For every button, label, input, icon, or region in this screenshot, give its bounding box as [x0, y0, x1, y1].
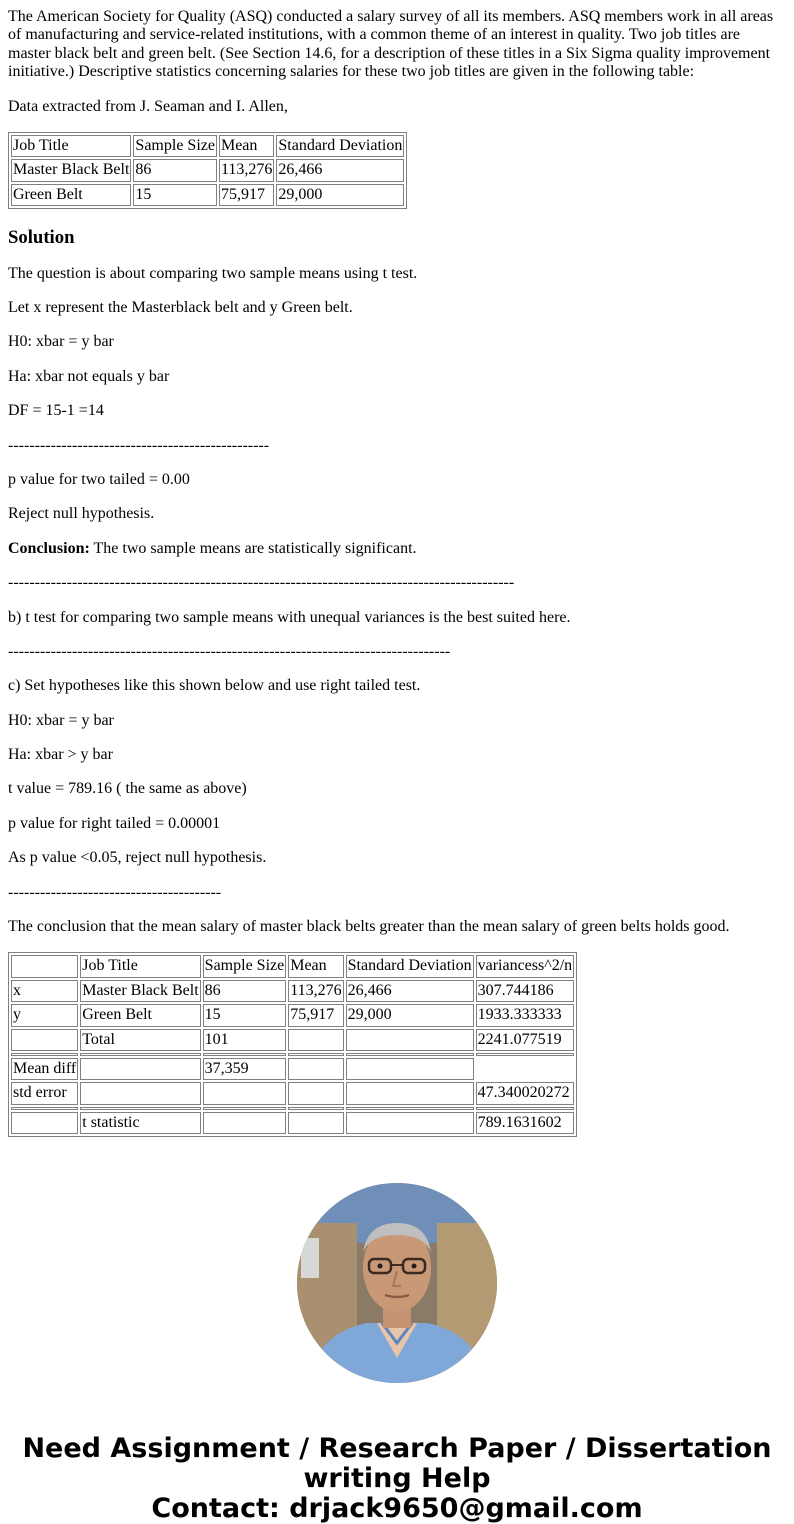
header-cell: Job Title [80, 955, 200, 977]
header-cell [11, 955, 78, 977]
table-row-empty [11, 1107, 574, 1110]
header-cell: Mean [219, 135, 274, 157]
table-cell: 29,000 [346, 1004, 474, 1026]
table-cell [346, 1112, 474, 1134]
table-cell: 101 [203, 1029, 287, 1051]
table-cell [11, 1112, 78, 1134]
table-cell [11, 1053, 78, 1056]
table-cell [203, 1053, 287, 1056]
separator-line: ------------------------------------------------- [8, 436, 270, 454]
conclusion-label: Conclusion: [8, 539, 90, 557]
table-cell [288, 1058, 343, 1080]
table-cell [203, 1112, 287, 1134]
table-row [11, 159, 404, 181]
text-line: p value for two tailed = 0.00 [8, 470, 190, 488]
header-cell: Job Title [11, 135, 131, 157]
table-cell: Mean diff [11, 1058, 78, 1080]
avatar [297, 1183, 497, 1383]
table-row [11, 1112, 574, 1134]
conclusion-text: The two sample means are statistically significant. [89, 539, 417, 557]
text-line: t value = 789.16 ( the same as above) [8, 780, 247, 798]
header-cell: Standard Deviation [276, 135, 404, 157]
calculation-table [8, 952, 577, 1137]
table-cell: 2241.077519 [476, 1029, 575, 1051]
table-cell: Master Black Belt [80, 980, 200, 1002]
table-cell [346, 1082, 474, 1104]
table-cell [288, 1107, 343, 1110]
table-cell: Master Black Belt [11, 159, 131, 181]
table-row [11, 980, 574, 1002]
table-row [11, 184, 404, 206]
table-cell: 75,917 [288, 1004, 343, 1026]
calculation-table-header [11, 955, 574, 977]
text-line: Ha: xbar not equals y bar [8, 367, 170, 385]
table-cell [346, 1053, 474, 1056]
header-cell: Standard Deviation [346, 955, 474, 977]
header-cell: Mean [288, 955, 343, 977]
table-cell: 1933.333333 [476, 1004, 575, 1026]
table-cell [203, 1082, 287, 1104]
text-line: DF = 15-1 =14 [8, 402, 104, 420]
table-row [11, 1004, 574, 1026]
text-line: H0: xbar = y bar [8, 711, 114, 729]
text-line: H0: xbar = y bar [8, 333, 114, 351]
text-line: c) Set hypotheses like this shown below and use right tailed test. [8, 677, 421, 695]
salary-table-header [11, 135, 404, 157]
table-cell: 307.744186 [476, 980, 575, 1002]
text-line: The question is about comparing two sample means using t test. [8, 264, 418, 282]
table-row [11, 1082, 574, 1104]
separator-line: ----------------------------------------------------------------------------------- [8, 642, 451, 660]
contact-banner [0, 1434, 794, 1524]
table-cell [288, 1053, 343, 1056]
salary-table [8, 132, 407, 209]
table-cell: x [11, 980, 78, 1002]
table-cell: t statistic [80, 1112, 200, 1134]
table-cell [476, 1053, 575, 1056]
table-cell [80, 1053, 200, 1056]
text-line: p value for right tailed = 0.00001 [8, 814, 221, 832]
table-cell: Total [80, 1029, 200, 1051]
table-cell: 86 [203, 980, 287, 1002]
separator-line: ---------------------------------------- [8, 883, 222, 901]
table-row-empty [11, 1053, 574, 1056]
contact-email: Contact: drjack9650@gmail.com [151, 1493, 643, 1524]
table-cell: 789.1631602 [476, 1112, 575, 1134]
table-row [11, 1058, 574, 1080]
intro-paragraph: The American Society for Quality (ASQ) conducted a salary survey of all its members. ASQ members work in all areas of manufacturing and service-related institutions, with a common theme of an interest in quality. Two job titles are master black belt and green belt. (See Section 14.6, for a description of these titles in a Six Sigma quality improvement initiative.) Descriptive statistics concerning salaries for these two job titles are given in the following table: [8, 8, 774, 81]
author-photo [297, 1183, 497, 1383]
conclusion-line [8, 540, 786, 558]
text-line: As p value <0.05, reject null hypothesis. [8, 849, 267, 867]
table-cell [346, 1058, 474, 1080]
table-cell [346, 1029, 474, 1051]
header-cell: Sample Size [203, 955, 287, 977]
table-cell: Green Belt [80, 1004, 200, 1026]
separator-line: ----------------------------------------------------------------------------------------------- [8, 574, 515, 592]
table-cell [11, 1107, 78, 1110]
table-cell [476, 1107, 575, 1110]
banner-line: Need Assignment / Research Paper / Dissertation [22, 1433, 772, 1465]
banner-line: writing Help [303, 1463, 491, 1495]
table-cell [288, 1112, 343, 1134]
table-cell [80, 1058, 200, 1080]
table-cell: Green Belt [11, 184, 131, 206]
table-cell [80, 1107, 200, 1110]
header-cell: variancess^2/n [476, 955, 575, 977]
text-line: Reject null hypothesis. [8, 505, 155, 523]
table-cell: 26,466 [346, 980, 474, 1002]
table-cell: 15 [203, 1004, 287, 1026]
table-cell: 15 [133, 184, 217, 206]
table-cell: y [11, 1004, 78, 1026]
text-line: Ha: xbar > y bar [8, 746, 113, 764]
table-cell [288, 1029, 343, 1051]
table-cell: 75,917 [219, 184, 274, 206]
solution-heading: Solution [8, 227, 75, 249]
table-row [11, 1029, 574, 1051]
portrait-illustration [297, 1183, 497, 1383]
table-cell: std error [11, 1082, 78, 1104]
table-cell: 29,000 [276, 184, 404, 206]
table-cell: 113,276 [219, 159, 274, 181]
table-cell [11, 1029, 78, 1051]
table-cell: 86 [133, 159, 217, 181]
table-cell: 37,359 [203, 1058, 287, 1080]
table-cell [288, 1082, 343, 1104]
table-cell [203, 1107, 287, 1110]
table-cell [346, 1107, 474, 1110]
table-cell: 47.340020272 [476, 1082, 575, 1104]
text-line: b) t test for comparing two sample means with unequal variances is the best suited here. [8, 608, 571, 626]
table-cell: 113,276 [288, 980, 343, 1002]
table-cell: 26,466 [276, 159, 404, 181]
text-line: The conclusion that the mean salary of master black belts greater than the mean salary of green belts holds good. [8, 918, 730, 936]
text-line: Let x represent the Masterblack belt and y Green belt. [8, 299, 353, 317]
header-cell: Sample Size [133, 135, 217, 157]
source-note: Data extracted from J. Seaman and I. Allen, [8, 97, 288, 115]
table-cell [80, 1082, 200, 1104]
